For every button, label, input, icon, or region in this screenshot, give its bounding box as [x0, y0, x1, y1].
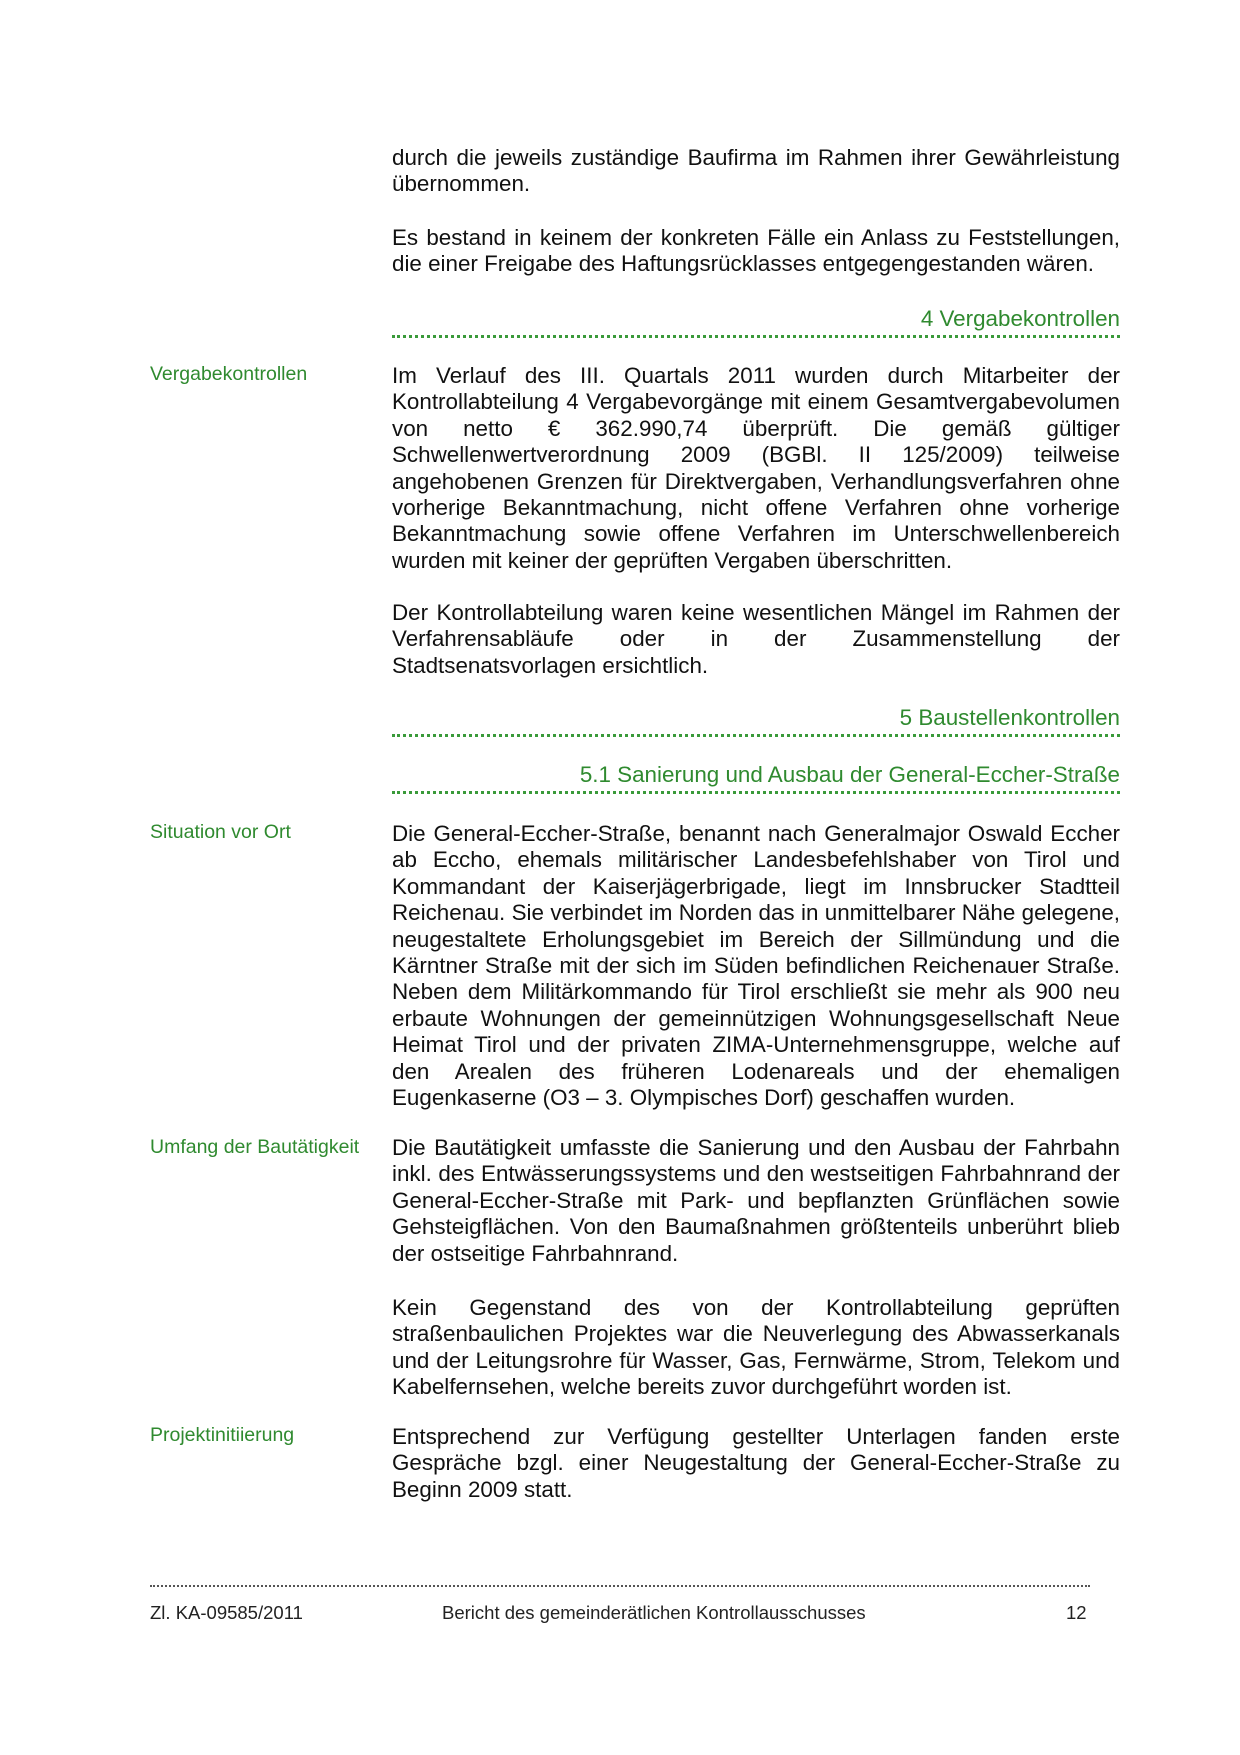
heading-divider — [392, 734, 1120, 737]
footer-title: Bericht des gemeinderätlichen Kontrollausschusses — [442, 1602, 866, 1623]
paragraph-projektinitiierung: Entsprechend zur Verfügung gestellter Unterlagen fanden erste Gespräche bzgl. einer Neugestaltung der General-Eccher-Straße zu Beginn 2009 statt. — [392, 1424, 1120, 1502]
paragraph-situation: Die General-Eccher-Straße, benannt nach Generalmajor Oswald Eccher ab Eccho, ehemals militärischer Landesbefehlshaber von Tirol und Kommandant der Kaiserjägerbrigade, liegt im Innsbrucker Stadtteil Reichenau. Sie verbindet im Norden das in unmittelbarer Nähe gelegene, neugestaltete Erholungsgebiet im Bereich der Sillmündung und die Kärntner Straße mit der sich im Süden befindlichen Reichenauer Straße. Neben dem Militärkommando für Tirol erschließt sie mehr als 900 neu erbaute Wohnungen der gemeinnützigen Wohnungsgesellschaft Neue Heimat Tirol und der privaten ZIMA-Unternehmensgruppe, welche auf den Arealen des früheren Lodenareals und der ehemaligen Eugenkaserne (O3 – 3. Olympisches Dorf) geschaffen wurden. — [392, 821, 1120, 1111]
paragraph-haftungsruecklass: Es bestand in keinem der konkreten Fälle ein Anlass zu Feststellungen, die einer Freigabe des Haftungsrücklasses entgegengestanden wären. — [392, 225, 1120, 277]
heading-divider — [392, 791, 1120, 794]
footer-divider — [150, 1585, 1090, 1587]
section-heading-5: 5 Baustellenkontrollen — [899, 705, 1120, 730]
paragraph-vergabevorgaenge: Im Verlauf des III. Quartals 2011 wurden durch Mitarbeiter der Kontrollabteilung 4 Vergabevorgänge mit einem Gesamtvergabevolumen von netto € 362.990,74 überprüft. Die gemäß gültiger Schwellenwertverordnung 2009 (BGBl. II 125/2009) teilweise angehobenen Grenzen für Direktvergaben, Verhandlungsverfahren ohne vorherige Bekanntmachung, nicht offene Verfahren ohne vorherige Bekanntmachung sowie offene Verfahren im Unterschwellenbereich wurden mit keiner der geprüften Vergaben überschritten. — [392, 363, 1120, 573]
paragraph-kein-gegenstand: Kein Gegenstand des von der Kontrollabteilung geprüften straßenbaulichen Projektes war die Neuverlegung des Abwasserkanals und der Leitungsrohre für Wasser, Gas, Fernwärme, Strom, Telekom und Kabelfernsehen, welche bereits zuvor durchgeführt worden ist. — [392, 1295, 1120, 1400]
section-heading-5-1: 5.1 Sanierung und Ausbau der General-Eccher-Straße — [579, 762, 1120, 787]
margin-label-vergabekontrollen: Vergabekontrollen — [150, 363, 308, 385]
paragraph-gewaehrleistung: durch die jeweils zuständige Baufirma im Rahmen ihrer Gewährleistung übernommen. — [392, 145, 1120, 197]
section-heading-4: 4 Vergabekontrollen — [920, 306, 1120, 331]
paragraph-bautaetigkeit: Die Bautätigkeit umfasste die Sanierung und den Ausbau der Fahrbahn inkl. des Entwässerungssystems und den westseitigen Fahrbahnrand der General-Eccher-Straße mit Park- und bepflanzten Grünflächen sowie Gehsteigflächen. Von den Baumaßnahmen größtenteils unberührt blieb der ostseitige Fahrbahnrand. — [392, 1135, 1120, 1266]
footer-reference: Zl. KA-09585/2011 — [150, 1602, 303, 1623]
margin-label-umfang: Umfang der Bautätigkeit — [150, 1136, 360, 1158]
heading-divider — [392, 335, 1120, 338]
margin-label-projektinitiierung: Projektinitiierung — [150, 1424, 295, 1446]
paragraph-maengel: Der Kontrollabteilung waren keine wesentlichen Mängel im Rahmen der Verfahrensabläufe oder in der Zusammenstellung der Stadtsenatsvorlagen ersichtlich. — [392, 600, 1120, 678]
margin-label-situation: Situation vor Ort — [150, 821, 291, 843]
page-number: 12 — [1066, 1602, 1087, 1623]
